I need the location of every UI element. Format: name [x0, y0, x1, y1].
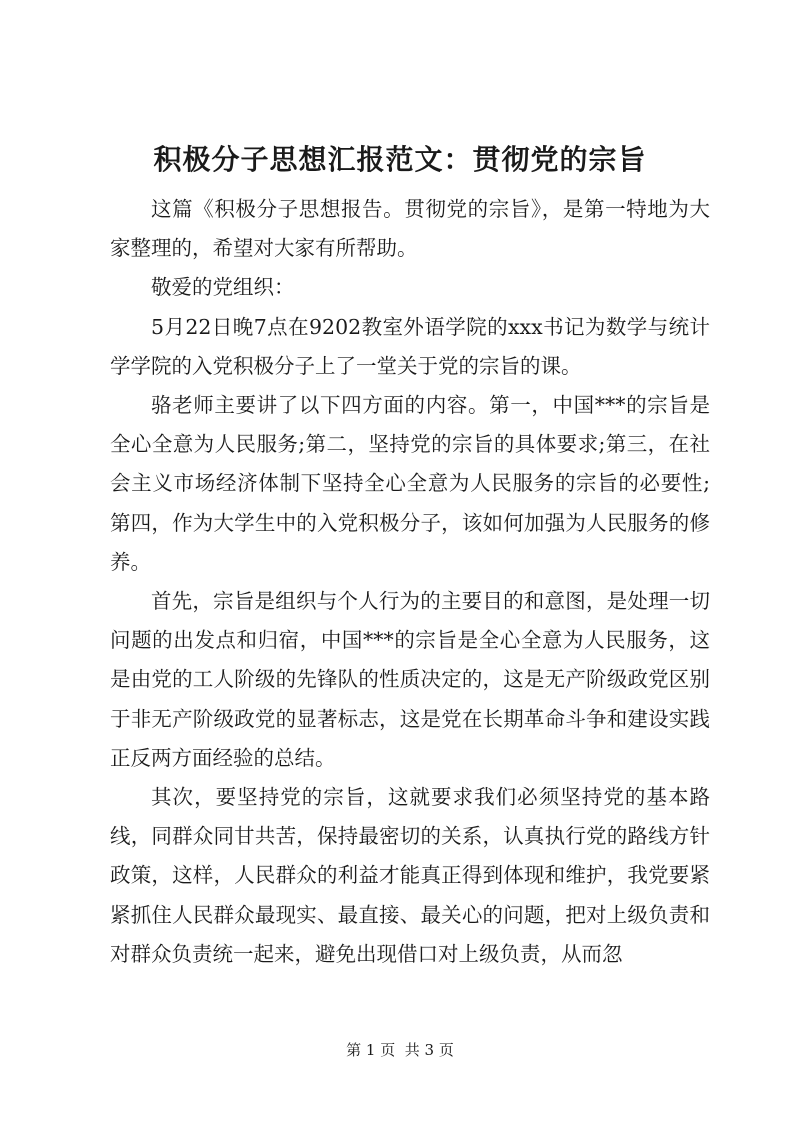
document-title: 积极分子思想汇报范文：贯彻党的宗旨	[153, 143, 647, 176]
page-number-label: 第 1 页 共 3 页	[346, 1041, 454, 1059]
body-paragraph: 骆老师主要讲了以下四方面的内容。第一，中国***的宗旨是全心全意为人民服务;第二，坚持党的宗旨的具体要求;第三，在社会主义市场经济体制下坚持全心全意为人民服务的宗旨的必要性;第四，作为大学生中的入党积极分子，该如何加强为人民服务的修养。	[110, 393, 710, 574]
salutation-paragraph: 敬爱的党组织：	[151, 275, 295, 300]
body-paragraph: 5月22日晚7点在9202教室外语学院的xxx书记为数学与统计学学院的入党积极分子上了一堂关于党的宗旨的课。	[110, 314, 710, 378]
body-paragraph: 首先，宗旨是组织与个人行为的主要目的和意图，是处理一切问题的出发点和归宿，中国***的宗旨是全心全意为人民服务，这是由党的工人阶级的先锋队的性质决定的，这是无产阶级政党区别于非无产阶级政党的显著标志，这是党在长期革命斗争和建设实践正反两方面经验的总结。	[110, 589, 710, 770]
page-footer	[0, 1040, 800, 1060]
document-body	[110, 190, 710, 974]
body-paragraph: 其次，要坚持党的宗旨，这就要求我们必须坚持党的基本路线，同群众同甘共苦，保持最密切的关系，认真执行党的路线方针政策，这样，人民群众的利益才能真正得到体现和维护，我党要紧紧抓住人民群众最现实、最直接、最关心的问题，把对上级负责和对群众负责统一起来，避免出现借口对上级负责，从而忽	[110, 785, 710, 966]
intro-paragraph: 这篇《积极分子思想报告。贯彻党的宗旨》，是第一特地为大家整理的，希望对大家有所帮助。	[110, 197, 710, 261]
